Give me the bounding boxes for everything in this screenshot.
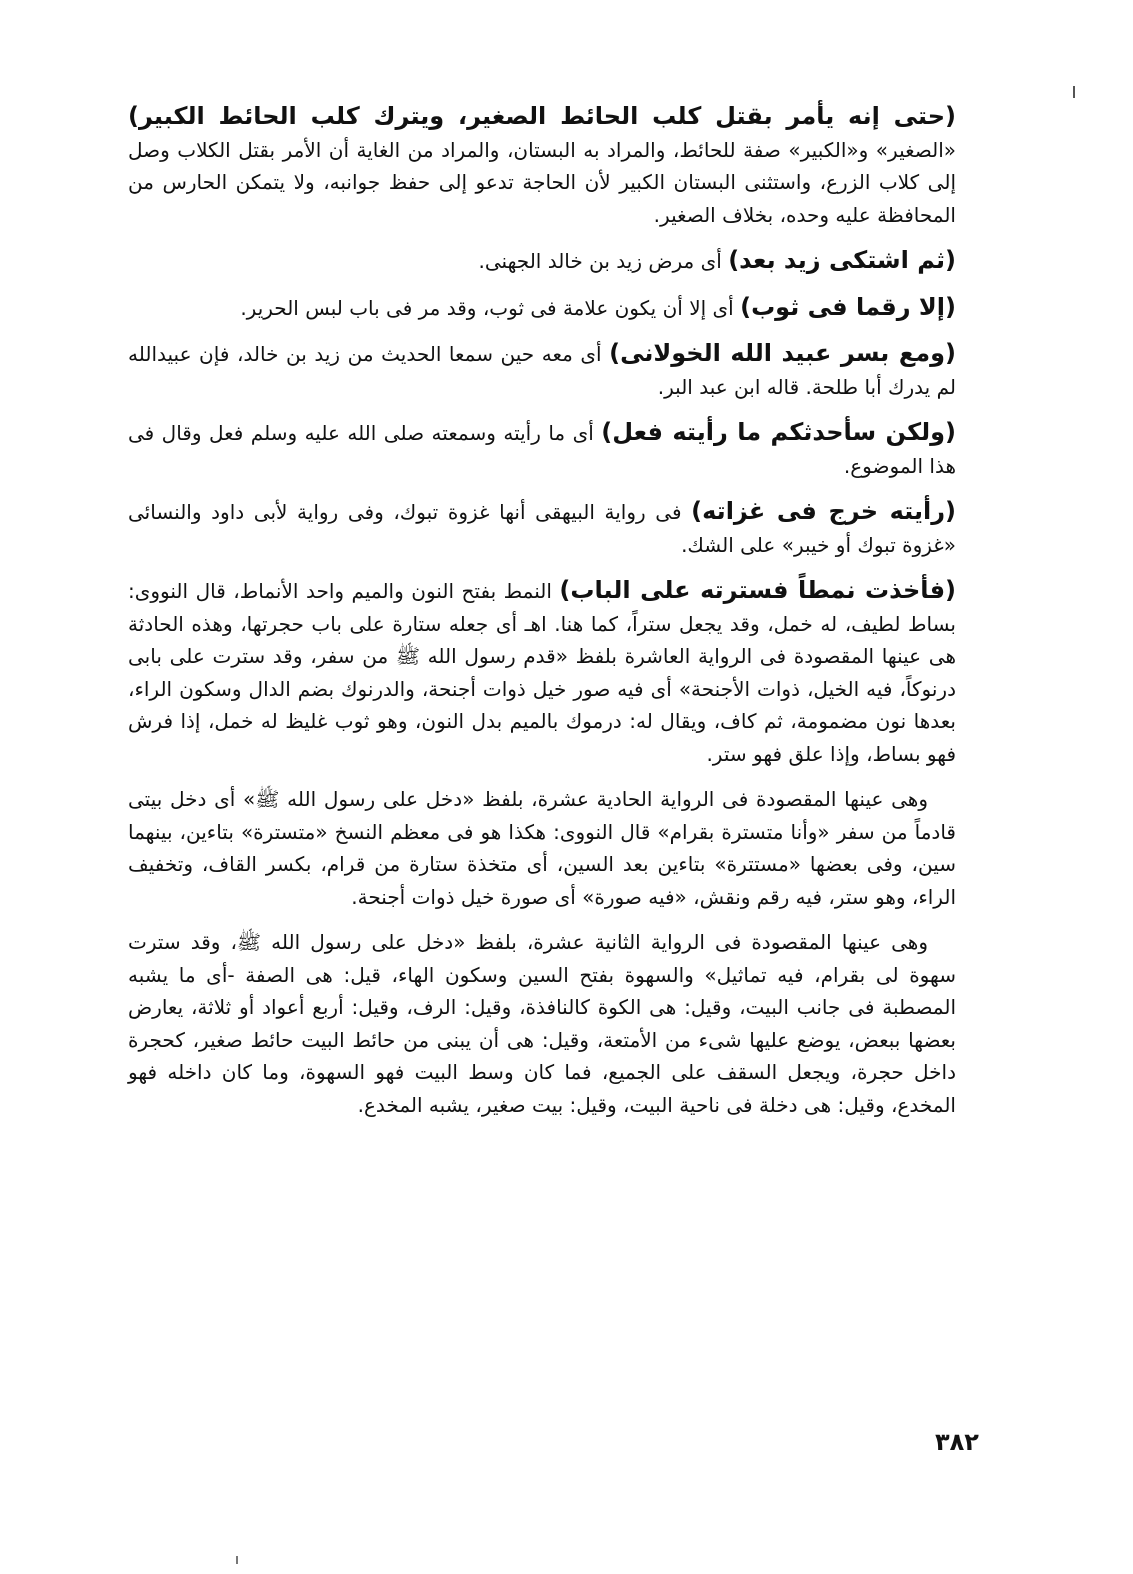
paragraph-7-text: النمط بفتح النون والميم واحد الأنماط، قال النووى: بساط لطيف، له خمل، وقد يجعل ستراً، كما هنا. اهـ أى جعله ستارة على باب حجرتها، وهذه الحادثة هى عينها المقصودة فى الرواية العاشرة بلفظ «قدم رسول الله ﷺ من سفر، وقد سترت على بابى درنوكاً، فيه الخيل، ذوات الأجنحة» أى فيه صور خيل ذوات أجنحة، والدرنوك بضم الدال وسكون الراء، بعدها نون مضمومة، ثم كاف، ويقال له: درموك بالميم بدل النون، وهو ثوب غليظ له خمل، إذا فرش فهو بساط، وإذا علق فهو ستر.: [128, 579, 956, 766]
paragraph-7: [128, 574, 956, 770]
paragraph-7-heading: (فأخذت نمطاً فسترته على الباب): [559, 576, 956, 604]
scan-mark-bottom: [236, 1556, 238, 1564]
paragraph-5-text: أى ما رأيته وسمعته صلى الله عليه وسلم فعل وقال فى هذا الموضوع.: [128, 421, 956, 478]
scan-mark: [1073, 86, 1075, 98]
page-number: ٣٨٢: [935, 1428, 979, 1456]
paragraph-5-heading: (ولكن سأحدثكم ما رأيته فعل): [601, 418, 957, 446]
paragraph-1: [128, 100, 956, 231]
paragraph-1-text: «الصغير» و«الكبير» صفة للحائط، والمراد به البستان، والمراد من الغاية أن الأمر بقتل الكلاب وصل إلى كلاب الزرع، واستثنى البستان الكبير لأن الحاجة تدعو إلى حفظ جوانبه، ولا يتمكن الحارس من المحافظة عليه وحده، بخلاف الصغير.: [128, 137, 956, 227]
paragraph-4: [128, 337, 956, 403]
paragraph-3-text: أى إلا أن يكون علامة فى ثوب، وقد مر فى باب لبس الحرير.: [240, 295, 741, 320]
paragraph-5: [128, 416, 956, 482]
paragraph-4-heading: (ومع بسر عبيد الله الخولانى): [609, 339, 956, 367]
paragraph-6-heading: (رأيته خرج فى غزاته): [691, 497, 956, 525]
paragraph-8-text: وهى عينها المقصودة فى الرواية الحادية عشرة، بلفظ «دخل على رسول الله ﷺ» أى دخل بيتى قادماً من سفر «وأنا متسترة بقرام» قال النووى: هكذا هو فى معظم النسخ «متسترة» بتاءين، بينهما سين، وفى بعضها «مستترة» بتاءين بعد السين، أى متخذة ستارة من قرام، بكسر القاف، وتخفيف الراء، وهو ستر، فيه رقم ونقش، «فيه صورة» أى صورة خيل ذوات أجنحة.: [128, 787, 956, 909]
paragraph-6: [128, 495, 956, 561]
paragraph-2-heading: (ثم اشتكى زيد بعد): [728, 246, 956, 274]
paragraph-3-heading: (إلا رقما فى ثوب): [740, 292, 956, 321]
page-body: [128, 100, 956, 1134]
paragraph-9: [128, 926, 956, 1121]
paragraph-9-text: وهى عينها المقصودة فى الرواية الثانية عشرة، بلفظ «دخل على رسول الله ﷺ، وقد سترت سهوة لى بقرام، فيه تماثيل» والسهوة بفتح السين وسكون الهاء، قيل: هى الصفة -أى ما يشبه المصطبة فى جانب البيت، وقيل: هى الكوة كالنافذة، وقيل: الرف، وقيل: أربع أعواد أو ثلاثة، يعارض بعضها ببعض، يوضع عليها شىء من الأمتعة، وقيل: هى أن يبنى من حائط البيت حائط صغير، كحجرة داخل حجرة، ويجعل السقف على الجميع، فما كان وسط البيت فهو السهوة، وما كان داخله فهو المخدع، وقيل: هى دخلة فى ناحية البيت، وقيل: بيت صغير، يشبه المخدع.: [128, 930, 956, 1117]
paragraph-4-text: أى معه حين سمعا الحديث من زيد بن خالد، فإن عبيدالله لم يدرك أبا طلحة. قاله ابن عبد البر.: [128, 342, 956, 399]
paragraph-2-text: أى مرض زيد بن خالد الجهنى.: [478, 249, 729, 273]
paragraph-2: [128, 244, 956, 278]
paragraph-1-heading: (حتى إنه يأمر بقتل كلب الحائط الصغير، ويترك كلب الحائط الكبير): [128, 102, 956, 130]
paragraph-8: [128, 783, 956, 913]
paragraph-6-text: فى رواية البيهقى أنها غزوة تبوك، وفى رواية لأبى داود والنسائى «غزوة تبوك أو خيبر» على الشك.: [128, 500, 956, 557]
paragraph-3: [128, 291, 956, 325]
